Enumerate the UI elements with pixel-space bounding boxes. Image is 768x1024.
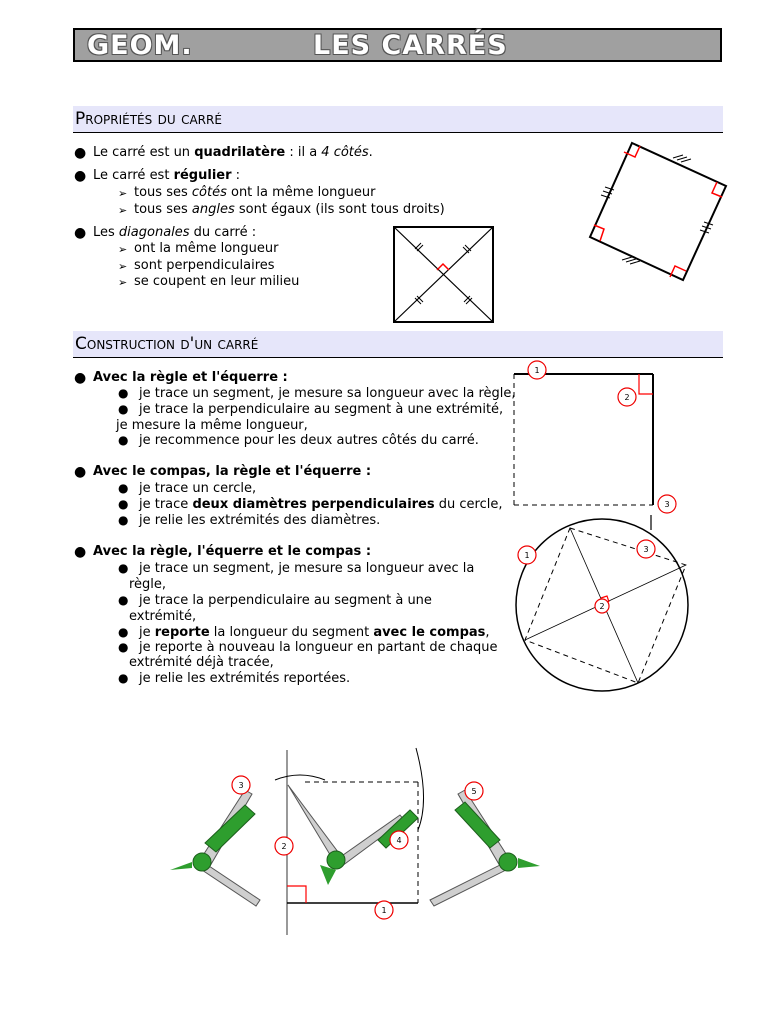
section-title: Construction d'un carré (75, 334, 259, 354)
method-2-title: Avec le compas, la règle et l'équerre : (93, 464, 372, 479)
property-diagonals: Les diagonales du carré : (93, 225, 257, 240)
method-3-step-1a: je trace un segment, je mesure sa longueur avec la (139, 561, 475, 576)
arrow-bullet-icon: ➢ (118, 260, 128, 273)
method-2-step-2: je trace deux diamètres perpendiculaires du cercle, (139, 497, 503, 512)
bullet-icon: ● (74, 370, 87, 386)
method-3-step-1b: règle, (129, 577, 167, 592)
method-3-step-3: je reporte la longueur du segment avec le compas, (139, 625, 490, 640)
title-right: LES CARRÉS (313, 30, 508, 61)
title-bar (73, 28, 722, 62)
method-3-title: Avec la règle, l'équerre et le compas : (93, 544, 372, 559)
method-1-step-2a: je trace la perpendiculaire au segment à une extrémité, (139, 402, 504, 417)
method-2-step-3: je relie les extrémités des diamètres. (139, 513, 381, 528)
method-3-step-4b: extrémité déjà tracée, (129, 655, 274, 670)
marker-label: 3 (238, 781, 244, 790)
bullet-icon: ● (74, 225, 87, 241)
diagonal-prop-1: ont la même longueur (134, 241, 279, 256)
title-left: GEOM. (87, 30, 193, 61)
property-sides: tous ses côtés ont la même longueur (134, 185, 376, 200)
bullet-icon: ● (118, 671, 129, 685)
marker-label: 3 (664, 500, 670, 509)
bullet-icon: ● (118, 561, 129, 575)
bullet-icon: ● (118, 402, 129, 416)
diagonal-prop-2: sont perpendiculaires (134, 258, 275, 273)
bullet-icon: ● (118, 481, 129, 495)
section-heading-properties (73, 106, 723, 133)
arrow-bullet-icon: ➢ (118, 276, 128, 289)
marker-label: 1 (534, 366, 540, 375)
marker-label: 2 (599, 602, 605, 611)
bullet-icon: ● (118, 593, 129, 607)
square-diagonals-figure (393, 226, 495, 324)
marker-label: 4 (396, 836, 402, 845)
property-quadrilateral: Le carré est un quadrilatère : il a 4 côtés. (93, 145, 373, 160)
marker-label: 5 (471, 787, 477, 796)
method-1-step-2b: je mesure la même longueur, (116, 418, 308, 433)
marker-label: 2 (281, 842, 287, 851)
arrow-bullet-icon: ➢ (118, 243, 128, 256)
method-3-step-2b: extrémité, (129, 609, 197, 624)
bullet-icon: ● (74, 464, 87, 480)
construction-1-figure (505, 360, 685, 520)
method-3-step-2a: je trace la perpendiculaire au segment à une (139, 593, 432, 608)
method-2-step-1: je trace un cercle, (139, 481, 257, 496)
marker-label: 1 (381, 906, 387, 915)
property-regular: Le carré est régulier : (93, 168, 241, 183)
bullet-icon: ● (118, 386, 129, 400)
marker-label: 2 (624, 393, 630, 402)
method-3-step-4a: je reporte à nouveau la longueur en partant de chaque (139, 640, 498, 655)
method-1-step-1: je trace un segment, je mesure sa longueur avec la règle, (139, 386, 516, 401)
construction-3-compass-figure (160, 740, 560, 940)
bullet-icon: ● (118, 497, 129, 511)
bullet-icon: ● (74, 145, 87, 161)
section-heading-construction (73, 331, 723, 358)
marker-label: 1 (524, 551, 530, 560)
method-3-step-5: je relie les extrémités reportées. (139, 671, 351, 686)
diagonal-prop-3: se coupent en leur milieu (134, 274, 300, 289)
arrow-bullet-icon: ➢ (118, 204, 128, 217)
bullet-icon: ● (74, 168, 87, 184)
rotated-square-figure (540, 135, 740, 295)
section-title: Propriétés du carré (75, 109, 222, 129)
bullet-icon: ● (118, 513, 129, 527)
bullet-icon: ● (118, 625, 129, 639)
property-angles: tous ses angles sont égaux (ils sont tous droits) (134, 202, 445, 217)
bullet-icon: ● (118, 433, 129, 447)
marker-label: 3 (643, 545, 649, 554)
bullet-icon: ● (74, 544, 87, 560)
arrow-bullet-icon: ➢ (118, 187, 128, 200)
construction-2-figure (510, 518, 700, 693)
method-1-title: Avec la règle et l'équerre : (93, 370, 288, 385)
method-1-step-3: je recommence pour les deux autres côtés du carré. (139, 433, 479, 448)
bullet-icon: ● (118, 640, 129, 654)
